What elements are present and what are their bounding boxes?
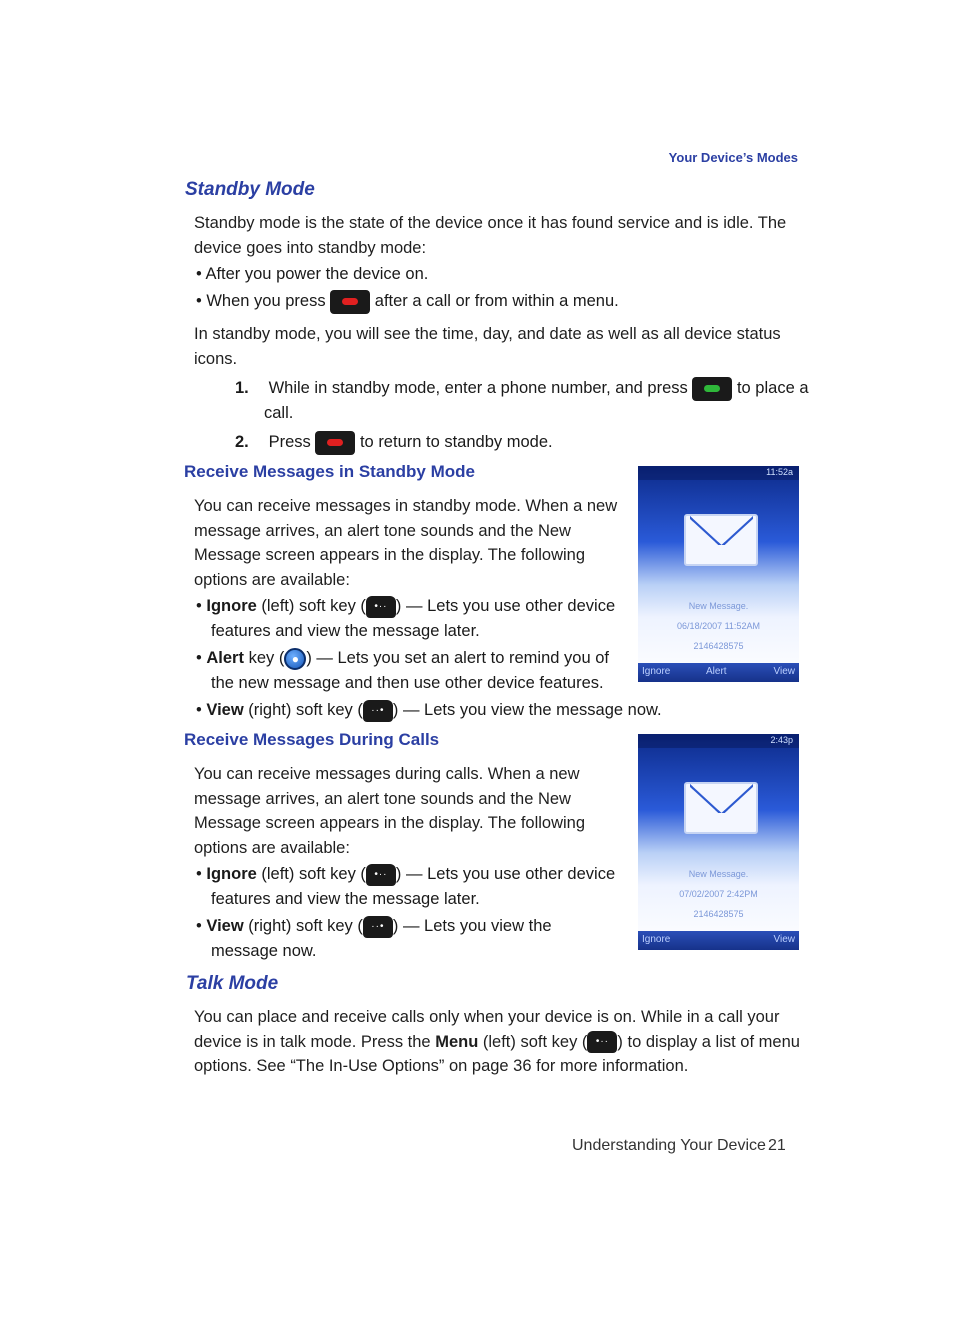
talk-line-2-a: device is in talk mode. Press the xyxy=(194,1032,431,1051)
ignore-text-b: ) — Lets you use other device xyxy=(395,597,616,615)
soft-left-label: Ignore xyxy=(642,934,671,945)
standby-para-line-2: icons. xyxy=(194,349,238,368)
standby-step-1 xyxy=(235,376,809,401)
receive-calls-bullet-ignore: • Ignore (left) soft key ( •·· ) — Lets you use other device xyxy=(196,862,615,887)
standby-intro xyxy=(194,211,786,260)
new-message-screen-call xyxy=(638,734,799,950)
screen-line-3: 2146428575 xyxy=(693,909,744,919)
receive-calls-title: Receive Messages During Calls xyxy=(184,730,440,749)
status-bar xyxy=(638,734,799,748)
softkey-bar xyxy=(638,931,799,950)
running-header: Your Device’s Modes xyxy=(668,150,798,165)
send-key-icon xyxy=(692,377,732,401)
view-text-a: (right) soft key ( xyxy=(248,701,363,719)
alert-text-a: key ( xyxy=(248,649,285,667)
page-number: 21 xyxy=(768,1137,786,1154)
screen-line-1: New Message. xyxy=(688,869,749,879)
receive-standby-line-1: You can receive messages in standby mode. When a new xyxy=(194,497,618,515)
receive-calls-line-1: You can receive messages during calls. When a new xyxy=(194,765,580,783)
right-soft-key-icon: ··• xyxy=(363,700,393,722)
status-time: 11:52a xyxy=(766,467,793,477)
standby-para-line-1: In standby mode, you will see the time, day, and date as well as all device status xyxy=(194,325,781,343)
status-bar xyxy=(638,466,799,480)
receive-standby-bullet-alert-cont: the new message and then use other device features. xyxy=(211,674,604,692)
standby-para xyxy=(194,322,781,371)
standby-step-1-cont: call. xyxy=(264,404,294,422)
step-1-post: to place a xyxy=(736,379,809,397)
step-2-number: 2. xyxy=(235,433,249,451)
standby-step-2 xyxy=(235,430,553,455)
receive-standby-body xyxy=(194,494,617,592)
view-label: View xyxy=(206,917,244,935)
view-text-b: ) — Lets you view the message now. xyxy=(392,701,662,719)
standby-mode-title: Standby Mode xyxy=(185,179,315,200)
screen-line-2: 06/18/2007 11:52AM xyxy=(677,621,760,631)
alert-text-b: ) — Lets you set an alert to remind you of xyxy=(306,649,609,667)
receive-calls-bullet-view-cont: message now. xyxy=(211,942,317,960)
talk-mode-title: Talk Mode xyxy=(186,973,279,994)
standby-bullet-2-pre: • When you press xyxy=(196,292,326,310)
receive-standby-bullet-view: • View (right) soft key ( ··• ) — Lets you view the message now. xyxy=(196,698,662,723)
receive-calls-line-3: Message screen appears in the display. The following xyxy=(194,814,586,832)
screen-line-3: 2146428575 xyxy=(693,641,744,651)
ignore-text-a: (left) soft key ( xyxy=(261,597,366,615)
ignore-text-b: ) — Lets you use other device xyxy=(395,865,616,883)
talk-line-1: You can place and receive calls only when your device is on. While in a call your xyxy=(194,1008,780,1026)
new-message-screen-standby xyxy=(638,466,799,682)
left-soft-key-icon: •·· xyxy=(587,1031,617,1053)
receive-standby-line-4: options are available: xyxy=(194,570,350,589)
view-text-a: (right) soft key ( xyxy=(248,917,363,935)
receive-standby-line-3: Message screen appears in the display. The following xyxy=(194,546,586,564)
softkey-bar xyxy=(638,663,799,682)
receive-calls-line-4: options are available: xyxy=(194,838,350,857)
envelope-icon xyxy=(684,782,758,834)
receive-calls-body xyxy=(194,762,585,860)
receive-standby-line-2: message arrives, an alert tone sounds and the New xyxy=(194,521,571,540)
receive-calls-bullet-ignore-cont: features and view the message later. xyxy=(211,890,480,908)
left-soft-key-icon: •·· xyxy=(366,596,396,618)
soft-right-label: View xyxy=(773,934,795,945)
end-key-icon xyxy=(330,290,370,314)
receive-standby-bullet-alert: • Alert key ( ● ) — Lets you set an alert to remind you of xyxy=(196,646,609,671)
footer-label: Understanding Your Device xyxy=(572,1137,766,1154)
standby-bullet-2 xyxy=(196,289,619,314)
end-key-icon xyxy=(315,431,355,455)
standby-bullet-2-post: after a call or from within a menu. xyxy=(374,292,619,310)
receive-standby-bullet-ignore: • Ignore (left) soft key ( •·· ) — Lets you use other device xyxy=(196,594,615,619)
alert-label: Alert xyxy=(206,649,244,667)
menu-label: Menu xyxy=(435,1032,479,1051)
soft-right-label: View xyxy=(773,666,795,677)
receive-calls-line-2: message arrives, an alert tone sounds and the New xyxy=(194,789,571,808)
screen-line-1: New Message. xyxy=(688,601,749,611)
step-2-pre: Press xyxy=(268,433,311,451)
step-1-pre: While in standby mode, enter a phone number, and press xyxy=(268,379,688,397)
talk-line-2-c: ) to display a list of menu xyxy=(617,1032,800,1051)
ignore-label: Ignore xyxy=(206,865,257,883)
right-soft-key-icon: ··• xyxy=(363,916,393,938)
receive-calls-bullet-view: • View (right) soft key ( ··• ) — Lets you view the xyxy=(196,914,552,939)
view-text-b: ) — Lets you view the xyxy=(392,917,552,935)
soft-left-label: Ignore xyxy=(642,666,671,677)
talk-line-2-b: (left) soft key ( xyxy=(482,1032,588,1051)
ignore-label: Ignore xyxy=(206,597,257,615)
screen-line-2: 07/02/2007 2:42PM xyxy=(679,889,758,899)
step-1-number: 1. xyxy=(235,379,249,397)
standby-intro-line-1: Standby mode is the state of the device once it has found service and is idle. The xyxy=(194,214,787,232)
talk-body xyxy=(194,1005,800,1079)
soft-mid-label: Alert xyxy=(706,666,727,677)
talk-line-3: options. See “The In-Use Options” on page 36 for more information. xyxy=(194,1057,689,1075)
envelope-icon xyxy=(684,514,758,566)
left-soft-key-icon: •·· xyxy=(366,864,396,886)
status-time: 2:43p xyxy=(770,735,793,745)
talk-line-2 xyxy=(194,1030,800,1055)
receive-standby-title: Receive Messages in Standby Mode xyxy=(184,462,475,481)
step-2-post: to return to standby mode. xyxy=(359,433,553,451)
standby-bullet-1: • After you power the device on. xyxy=(196,265,429,283)
view-label: View xyxy=(206,701,244,719)
alert-key-icon: ● xyxy=(284,648,306,670)
receive-standby-bullet-ignore-cont: features and view the message later. xyxy=(211,622,480,640)
standby-intro-line-2: device goes into standby mode: xyxy=(194,238,427,257)
ignore-text-a: (left) soft key ( xyxy=(261,865,366,883)
